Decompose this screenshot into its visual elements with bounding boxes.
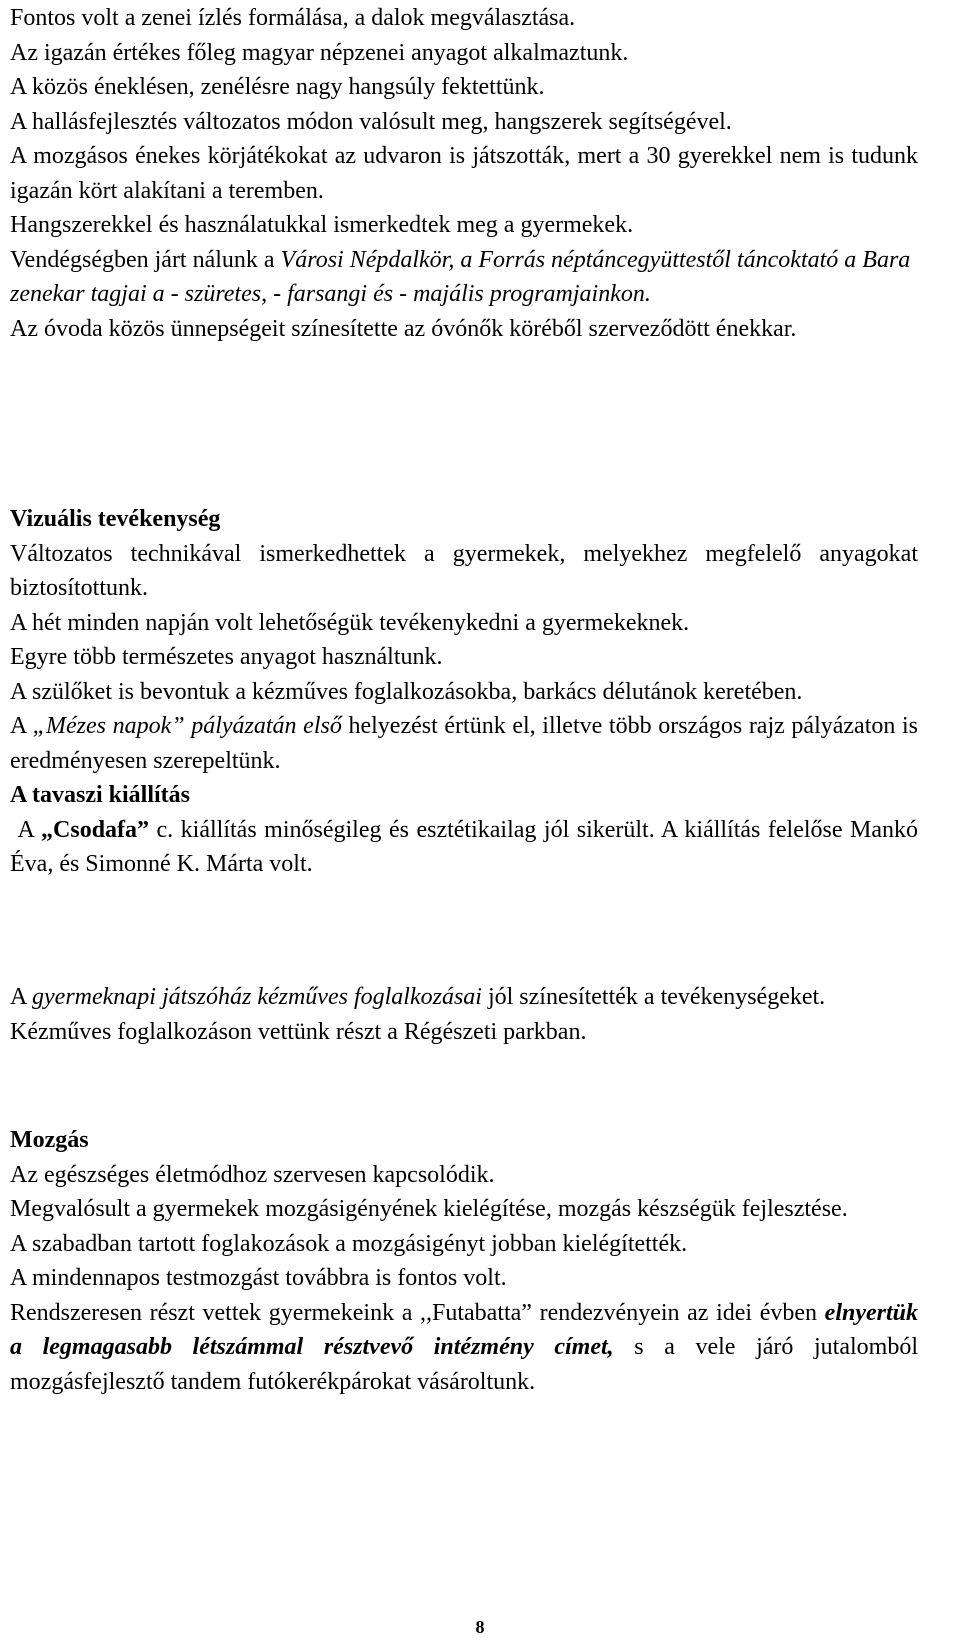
- paragraph: Változatos technikával ismerkedhettek a gyermekek, melyekhez megfelelő anyagokat biztosítottunk.: [10, 540, 918, 601]
- paragraph: [10, 1296, 918, 1400]
- paragraph: Kézműves foglalkozáson vettünk részt a Régészeti parkban.: [10, 1018, 587, 1045]
- paragraph: Fontos volt a zenei ízlés formálása, a dalok megválasztása.: [10, 5, 576, 31]
- section-heading: Vizuális tevékenység: [10, 506, 221, 532]
- text-run: A: [10, 984, 33, 1010]
- text-run: Vendégségben járt nálunk a: [10, 246, 281, 273]
- paragraph: A szabadban tartott foglakozások a mozgásigényt jobban kielégítették.: [10, 1230, 688, 1257]
- italic-text-run: Városi Népdalkör, a Forrás néptáncegyüttestől táncoktató a Bara zenekar tagjai a - szüretes, - farsangi és - majális programjainkon.: [10, 246, 911, 307]
- text-run: Rendszeresen részt vettek gyermekeink a ,,Futabatta” rendezvényein az idei évben: [10, 1299, 825, 1326]
- text-run: s a vele járó jutalomból mozgásfejlesztő tandem futókerékpárokat vásároltunk.: [10, 1334, 918, 1395]
- paragraph: [10, 813, 925, 882]
- bold-italic-text-run: elnyertük a legmagasabb létszámmal résztvevő intézmény címet,: [10, 1299, 918, 1360]
- section-heading: Mozgás: [10, 1127, 89, 1153]
- paragraph: [10, 980, 918, 1015]
- paragraph: [10, 243, 918, 312]
- paragraph: Egyre több természetes anyagot használtunk.: [10, 644, 443, 670]
- paragraph: Az igazán értékes főleg magyar népzenei anyagot alkalmaztunk.: [10, 39, 629, 66]
- paragraph: Az óvoda közös ünnepségeit színesítette az óvónők köréből szerveződött énekkar.: [10, 315, 797, 342]
- paragraph: Megvalósult a gyermekek mozgásigényének kielégítése, mozgás készségük fejlesztése.: [10, 1196, 848, 1222]
- paragraph: A mindennapos testmozgást továbbra is fontos volt.: [10, 1265, 507, 1291]
- paragraph: [10, 709, 918, 778]
- text-run: A: [10, 816, 42, 843]
- paragraph: A mozgásos énekes körjátékokat az udvaron is játszották, mert a 30 gyerekkel nem is tudunk igazán kört alakítani a teremben.: [10, 143, 918, 204]
- visual-activity-section: [10, 502, 925, 882]
- movement-section: [10, 1123, 918, 1399]
- page-number: 8: [475, 1617, 485, 1637]
- subsection-heading: A tavaszi kiállítás: [10, 782, 191, 808]
- bold-text-run: „Csodafa”: [41, 816, 150, 843]
- paragraph: Hangszerekkel és használatukkal ismerkedtek meg a gyermekek.: [10, 212, 634, 238]
- paragraph: A szülőket is bevontuk a kézműves foglalkozásokba, barkács délutánok keretében.: [10, 678, 803, 705]
- text-run: jól színesítették a tevékenységeket.: [481, 984, 826, 1010]
- italic-text-run: „Mézes napok” pályázatán első: [32, 713, 342, 739]
- text-run: c. kiállítás minőségileg és esztétikailag jól sikerült. A kiállítás felelőse Mankó Éva, és Simonné K. Márta volt.: [10, 816, 925, 877]
- paragraph: Az egészséges életmódhoz szervesen kapcsolódik.: [10, 1161, 495, 1188]
- text-run: helyezést értünk el, illetve több országos rajz pályázaton is eredményesen szerepeltünk.: [10, 713, 918, 774]
- text-run: A: [10, 713, 33, 739]
- craft-section: [10, 980, 918, 1049]
- italic-text-run: gyermeknapi játszóház kézműves foglalkozásai: [32, 984, 482, 1010]
- paragraph: A közös éneklésen, zenélésre nagy hangsúly fektettünk.: [10, 74, 545, 100]
- music-section: [10, 1, 918, 346]
- paragraph: A hét minden napján volt lehetőségük tevékenykedni a gyermekeknek.: [10, 609, 690, 636]
- paragraph: A hallásfejlesztés változatos módon valósult meg, hangszerek segítségével.: [10, 108, 732, 135]
